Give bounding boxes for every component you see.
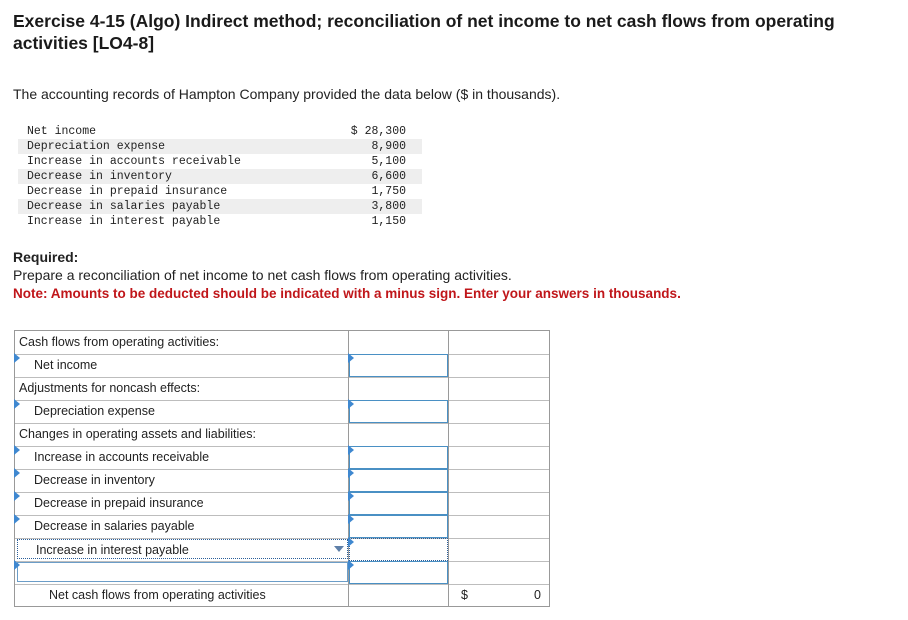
record-label: Decrease in inventory	[27, 170, 172, 183]
salaries-payable-total-cell	[449, 515, 549, 538]
depreciation-amount-input[interactable]	[349, 400, 448, 423]
record-label: Net income	[27, 125, 97, 138]
worksheet-label-cell	[15, 331, 349, 354]
interest-payable-amount-input[interactable]	[349, 538, 448, 561]
input-marker-icon	[348, 445, 354, 455]
input-marker-icon	[348, 353, 354, 363]
input-marker-icon	[14, 468, 20, 478]
worksheet-row-changes-header	[15, 423, 549, 447]
accounts-receivable-label-cell[interactable]	[15, 446, 349, 469]
record-row	[18, 199, 422, 214]
intro-text: The accounting records of Hampton Company provided the data below ($ in thousands).	[13, 86, 561, 102]
record-row	[18, 154, 422, 169]
input-marker-icon	[348, 514, 354, 524]
record-row	[18, 124, 422, 139]
note-instruction: Note: Amounts to be deducted should be indicated with a minus sign. Enter your answers in thousands.	[13, 286, 681, 301]
reconciliation-worksheet	[14, 330, 550, 607]
inventory-label: Decrease in inventory	[34, 473, 155, 487]
worksheet-row-depreciation	[15, 400, 549, 424]
prepaid-insurance-total-cell	[449, 492, 549, 515]
worksheet-row-inventory	[15, 469, 549, 493]
prepare-instruction: Prepare a reconciliation of net income to net cash flows from operating activities.	[13, 267, 512, 283]
salaries-payable-amount-cell[interactable]	[349, 515, 449, 538]
accounts-receivable-label: Increase in accounts receivable	[34, 450, 210, 464]
worksheet-row-prepaid-insurance	[15, 492, 549, 516]
record-label: Decrease in salaries payable	[27, 200, 221, 213]
worksheet-row-total	[15, 584, 549, 607]
record-row	[18, 184, 422, 199]
prepaid-insurance-amount-cell[interactable]	[349, 492, 449, 515]
record-label: Depreciation expense	[27, 140, 166, 153]
worksheet-row-operating-header	[15, 331, 549, 355]
record-value: 1,750	[371, 185, 406, 198]
total-label: Net cash flows from operating activities	[49, 588, 266, 602]
interest-payable-selected-value: Increase in interest payable	[36, 543, 189, 557]
blank-entry-label-input[interactable]	[17, 562, 348, 582]
input-marker-icon	[14, 399, 20, 409]
record-label: Decrease in prepaid insurance	[27, 185, 228, 198]
interest-payable-select[interactable]	[17, 539, 348, 559]
worksheet-blank-cell	[449, 423, 549, 446]
worksheet-label-cell	[15, 377, 349, 400]
input-marker-icon	[348, 491, 354, 501]
prepaid-insurance-label-cell[interactable]	[15, 492, 349, 515]
depreciation-amount-cell[interactable]	[349, 400, 449, 423]
worksheet-row-interest-payable	[15, 538, 549, 562]
total-blank-cell	[349, 584, 449, 607]
depreciation-total-cell	[449, 400, 549, 423]
net-income-amount-input[interactable]	[349, 354, 448, 377]
input-marker-icon	[14, 353, 20, 363]
worksheet-blank-cell	[349, 331, 449, 354]
record-label: Increase in interest payable	[27, 215, 221, 228]
input-marker-icon	[348, 468, 354, 478]
input-marker-icon	[14, 560, 20, 570]
record-row	[18, 214, 422, 229]
worksheet-blank-cell	[349, 377, 449, 400]
record-value: 5,100	[371, 155, 406, 168]
worksheet-blank-cell	[449, 331, 549, 354]
inventory-amount-input[interactable]	[349, 469, 448, 492]
worksheet-row-noncash-header	[15, 377, 549, 401]
operating-header: Cash flows from operating activities:	[19, 335, 220, 349]
inventory-label-cell[interactable]	[15, 469, 349, 492]
depreciation-label: Depreciation expense	[34, 404, 155, 418]
currency-symbol: $	[461, 588, 468, 602]
record-value: $ 28,300	[350, 125, 406, 138]
input-marker-icon	[14, 445, 20, 455]
prepaid-insurance-amount-input[interactable]	[349, 492, 448, 515]
worksheet-row-salaries-payable	[15, 515, 549, 539]
input-marker-icon	[348, 399, 354, 409]
record-label: Increase in accounts receivable	[27, 155, 241, 168]
noncash-header: Adjustments for noncash effects:	[19, 381, 201, 395]
total-value: 0	[534, 588, 541, 602]
record-value: 3,800	[371, 200, 406, 213]
changes-header: Changes in operating assets and liabilities:	[19, 427, 256, 441]
input-marker-icon	[14, 491, 20, 501]
salaries-payable-label: Decrease in salaries payable	[34, 519, 195, 533]
total-label-cell	[15, 584, 349, 607]
salaries-payable-amount-input[interactable]	[349, 515, 448, 538]
record-row	[18, 169, 422, 184]
net-income-amount-cell[interactable]	[349, 354, 449, 377]
total-value-cell	[449, 584, 549, 607]
net-income-label-cell[interactable]	[15, 354, 349, 377]
blank-entry-amount-input[interactable]	[349, 561, 448, 584]
accounts-receivable-amount-cell[interactable]	[349, 446, 449, 469]
interest-payable-amount-cell[interactable]	[349, 538, 449, 561]
required-heading: Required:	[13, 249, 79, 265]
blank-entry-label-cell[interactable]	[15, 561, 349, 584]
worksheet-label-cell	[15, 423, 349, 446]
inventory-amount-cell[interactable]	[349, 469, 449, 492]
inventory-total-cell	[449, 469, 549, 492]
salaries-payable-label-cell[interactable]	[15, 515, 349, 538]
record-value: 6,600	[371, 170, 406, 183]
interest-payable-label-cell	[15, 538, 349, 561]
record-value: 1,150	[371, 215, 406, 228]
blank-entry-total-cell	[449, 561, 549, 584]
blank-entry-amount-cell[interactable]	[349, 561, 449, 584]
worksheet-row-net-income	[15, 354, 549, 378]
accounts-receivable-amount-input[interactable]	[349, 446, 448, 469]
depreciation-label-cell[interactable]	[15, 400, 349, 423]
exercise-title: Exercise 4-15 (Algo) Indirect method; reconciliation of net income to net cash flows from operating activities [LO4-8]	[13, 11, 835, 53]
worksheet-row-blank-entry	[15, 561, 549, 585]
input-marker-icon	[348, 560, 354, 570]
records-table	[18, 124, 422, 229]
record-value: 8,900	[371, 140, 406, 153]
chevron-down-icon[interactable]	[334, 546, 344, 552]
input-marker-icon	[348, 537, 354, 547]
interest-payable-total-cell	[449, 538, 549, 561]
worksheet-row-accounts-receivable	[15, 446, 549, 470]
record-row	[18, 139, 422, 154]
prepaid-insurance-label: Decrease in prepaid insurance	[34, 496, 204, 510]
net-income-label: Net income	[34, 358, 98, 372]
net-income-total-cell	[449, 354, 549, 377]
worksheet-blank-cell	[449, 377, 549, 400]
worksheet-blank-cell	[349, 423, 449, 446]
accounts-receivable-total-cell	[449, 446, 549, 469]
input-marker-icon	[14, 514, 20, 524]
